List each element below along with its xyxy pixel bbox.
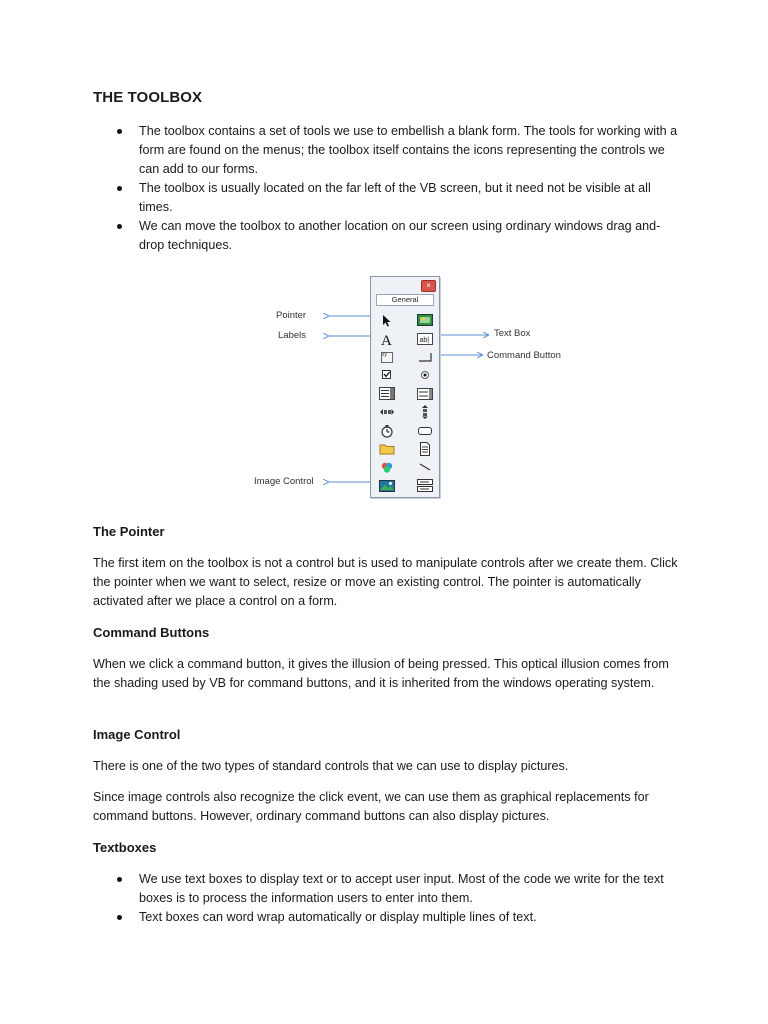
combobox-tool-icon <box>379 387 395 401</box>
section-heading-image-control: Image Control <box>93 727 181 742</box>
option-button-tool-icon <box>417 368 433 382</box>
checkbox-tool-icon <box>379 368 395 382</box>
list-item: The toolbox is usually located on the far left of the VB screen, but it need not be visible at all times. <box>93 179 683 217</box>
toolbox-figure <box>250 272 580 502</box>
section-text-image-control-2: Since image controls also recognize the click event, we can use them as graphical replacements for command buttons. However, ordinary command buttons can also display pictures. <box>93 790 649 823</box>
vscrollbar-tool-icon <box>417 405 433 419</box>
page-title: THE TOOLBOX <box>93 89 203 106</box>
close-icon: × <box>421 280 436 292</box>
toolbox-tool-grid <box>379 311 433 495</box>
toolbox-window <box>370 276 440 498</box>
listbox-tool-icon <box>417 387 433 401</box>
list-item: The toolbox contains a set of tools we use to embellish a blank form. The tools for working with a form are found on the menus; the toolbox itself contains the icons representing the controls we can add to our forms. <box>93 122 683 179</box>
callout-pointer: Pointer <box>276 310 307 321</box>
callout-labels: Labels <box>278 330 306 341</box>
svg-text:A: A <box>381 332 392 346</box>
section-heading-command-buttons: Command Buttons <box>93 625 210 640</box>
section-text-command-buttons: When we click a command button, it gives the illusion of being pressed. This optical illusion comes from the shading used by VB for command buttons, and it is inherited from the windows operating system. <box>93 657 669 690</box>
svg-text:ab|: ab| <box>419 336 430 344</box>
intro-bullet-list <box>93 122 683 255</box>
shape-tool-icon <box>417 424 433 438</box>
callout-image-control: Image Control <box>254 476 314 487</box>
picturebox-tool-icon <box>417 313 433 327</box>
data-tool-icon <box>417 479 433 493</box>
callout-command-button: Command Button <box>487 350 561 361</box>
timer-tool-icon <box>379 424 395 438</box>
svg-text:xy: xy <box>382 351 387 358</box>
callout-text-box: Text Box <box>494 328 531 339</box>
section-text-pointer: The first item on the toolbox is not a control but is used to manipulate controls after we create them. Click the pointer when we want to select, resize or move an existing control. The pointer is automatically activated after we place a control on a form. <box>93 556 678 608</box>
list-item: Text boxes can word wrap automatically or display multiple lines of text. <box>93 908 683 927</box>
toolbox-general-tab: General <box>376 294 434 306</box>
pointer-tool-icon <box>379 313 395 327</box>
textbox-tool-icon <box>417 332 433 346</box>
image-control-tool-icon <box>379 479 395 493</box>
frame-tool-icon <box>379 350 395 364</box>
line-tool-icon <box>417 460 433 474</box>
label-tool-icon <box>379 332 395 346</box>
section-text-image-control-1: There is one of the two types of standard controls that we can use to display pictures. <box>93 759 569 773</box>
dir-listbox-tool-icon <box>379 442 395 456</box>
file-listbox-tool-icon <box>417 442 433 456</box>
textboxes-bullet-list <box>93 870 683 927</box>
section-heading-textboxes: Textboxes <box>93 840 157 855</box>
command-button-tool-icon <box>417 350 433 364</box>
list-item: We can move the toolbox to another location on our screen using ordinary windows drag and-drop techniques. <box>93 217 683 255</box>
hscrollbar-tool-icon <box>379 405 395 419</box>
drive-listbox-tool-icon <box>379 460 395 474</box>
section-heading-pointer: The Pointer <box>93 524 165 539</box>
list-item: We use text boxes to display text or to accept user input. Most of the code we write for the text boxes is to process the information users to enter into them. <box>93 870 683 908</box>
